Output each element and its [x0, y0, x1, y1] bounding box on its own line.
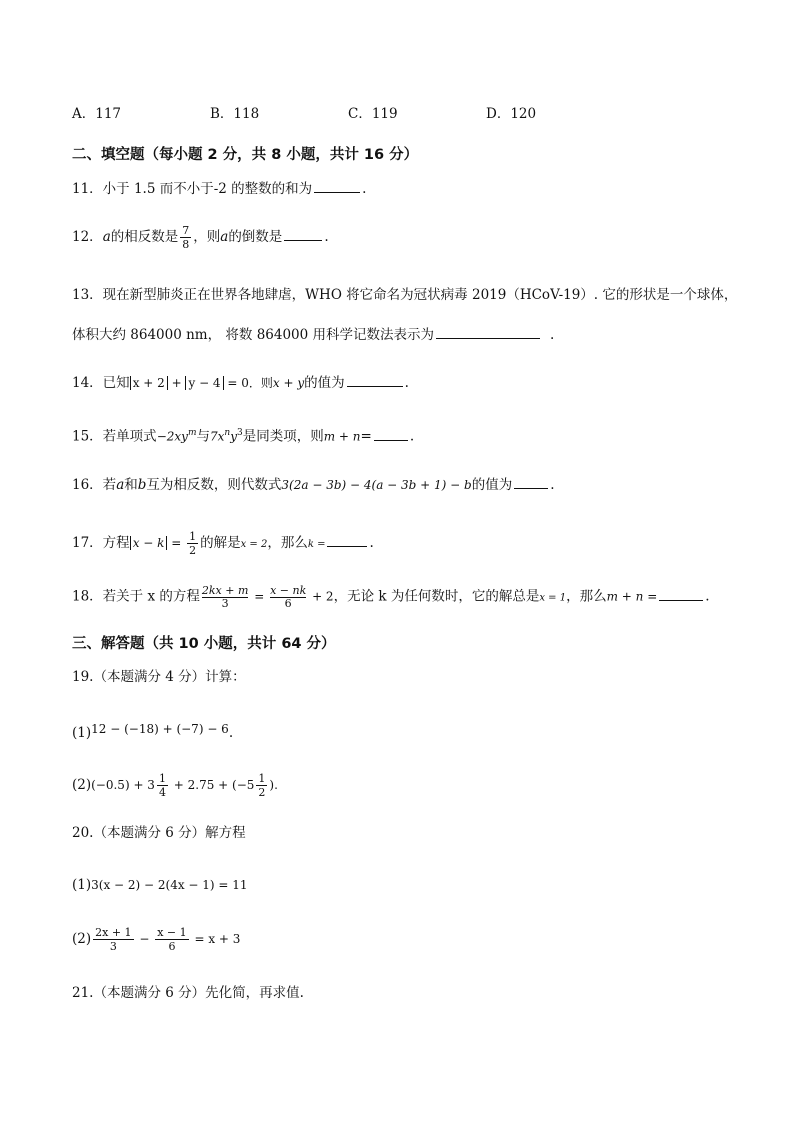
answer-blank [314, 178, 360, 193]
fraction-numerator: 1 [158, 772, 166, 785]
q12-var: a [102, 229, 111, 245]
option-a: A．117 [72, 106, 122, 122]
q15-exp-3: 3 [236, 428, 243, 438]
q19-expr2a: (−0.5) + 3 [91, 778, 155, 792]
q19-expr1: 12 − (−18) + (−7) − 6 [91, 722, 229, 736]
q19-part1-label: (1) [72, 725, 92, 741]
question-15 [72, 424, 414, 446]
question-21-head: 21.（本题满分 6 分）先化简，再求值. [72, 985, 304, 1001]
q18-post: ，那么 [566, 588, 607, 605]
question-18 [72, 584, 710, 610]
q15-var-y: y [230, 429, 237, 444]
q17-mid: 的解是 [200, 535, 241, 551]
q14-abs1: x + 2 [130, 376, 168, 390]
answer-blank [659, 586, 703, 601]
q14-abs2: y − 4 [185, 376, 223, 390]
q19-fraction1 [157, 772, 168, 799]
q12-end: . [324, 229, 329, 245]
question-20-part2 [72, 926, 240, 953]
q11-end: . [362, 181, 367, 197]
fraction-denominator: 2 [189, 544, 197, 557]
q16-expr: 3(2a − 3b) − 4(a − 3b + 1) − b [281, 478, 472, 492]
q20-part2-label: (2) [72, 931, 92, 947]
answer-blank [374, 426, 408, 441]
fraction-numerator: 2kx + m [201, 584, 249, 597]
question-17 [72, 530, 374, 557]
option-c: C．119 [348, 106, 398, 122]
q14-end: . [404, 375, 409, 391]
q17-eq: = [167, 536, 186, 550]
q18-fraction1 [202, 584, 249, 610]
q19-part2-label: (2) [72, 777, 92, 793]
q11-text: 11．小于 1.5 而不小于-2 的整数的和为 [72, 181, 313, 197]
q12-post: ，则 [193, 229, 221, 245]
q16-end: . [550, 477, 555, 493]
answer-blank [347, 372, 403, 387]
q20-fraction2 [155, 926, 188, 953]
q20-rhs: = x + 3 [190, 932, 241, 946]
q16-var-b: b [137, 477, 147, 493]
q17-post: ，那么 [267, 535, 308, 551]
q20-minus: − [135, 932, 154, 946]
q19-expr2c: ). [269, 778, 278, 792]
q16-pre: 16．若 [72, 477, 117, 493]
fraction-numerator: 1 [189, 530, 197, 543]
section3-title: 三、解答题（共 10 小题，共计 64 分） [72, 636, 336, 652]
q17-end: . [369, 535, 374, 551]
question-13-line1: 13．现在新型肺炎正在世界各地肆虐，WHO 将它命名为冠状病毒 2019（HCoV-19）. 它的形状是一个球体， [72, 287, 738, 303]
q14-eq: = 0．则 [223, 376, 273, 390]
q12-var2: a [220, 229, 229, 245]
question-19-head: 19.（本题满分 4 分）计算： [72, 669, 246, 685]
q13-line2-text: 体积大约 864000 nm， 将数 864000 用科学记数法表示为 [72, 327, 435, 343]
q17-solution: x = 2 [240, 539, 268, 550]
answer-blank [436, 324, 540, 339]
fraction-denominator: 4 [158, 786, 166, 799]
q19-fraction2 [256, 772, 267, 799]
q19-expr2b: + 2.75 + (−5 [169, 778, 255, 792]
q15-end: . [409, 428, 415, 445]
fraction-denominator: 3 [221, 597, 229, 610]
q16-var-a: a [116, 477, 125, 493]
question-20-part1 [72, 876, 248, 894]
option-d: D．120 [486, 106, 537, 122]
fraction-denominator: 6 [284, 597, 292, 610]
fraction-numerator: x − nk [270, 584, 307, 597]
question-13-line2 [72, 324, 554, 344]
question-11 [72, 178, 366, 198]
q18-end: . [705, 588, 710, 605]
q14-post: 的值为 [304, 375, 345, 391]
q18-pre: 18．若关于 x 的方程 [72, 588, 200, 605]
fraction-denominator: 8 [182, 238, 190, 251]
question-14 [72, 372, 409, 392]
fraction-denominator: 2 [258, 786, 266, 799]
q14-pre: 14．已知 [72, 375, 130, 391]
question-19-part2 [72, 772, 278, 799]
q19-expr1-end: . [228, 725, 234, 741]
q15-eq: = [360, 428, 372, 445]
question-20-head: 20.（本题满分 6 分）解方程 [72, 825, 246, 841]
q20-fraction1 [93, 926, 133, 953]
q20-part1-label: (1) [72, 877, 92, 893]
q14-plus: + [167, 376, 186, 390]
fraction-denominator: 3 [109, 940, 117, 953]
option-b: B．118 [210, 106, 260, 122]
q15-expr: m + n [323, 429, 361, 444]
q17-pre: 17．方程 [72, 535, 130, 551]
q16-mid: 互为相反数，则代数式 [146, 477, 282, 493]
q18-expr: m + n = [606, 589, 658, 604]
q17-fraction [187, 530, 198, 557]
q15-pre: 15．若单项式 [72, 428, 157, 445]
fraction-numerator: 2x + 1 [95, 926, 132, 939]
answer-blank [514, 474, 548, 489]
fraction-numerator: 1 [258, 772, 266, 785]
q17-abs: x − k [130, 536, 168, 550]
q20-expr1: 3(x − 2) − 2(4x − 1) = 11 [91, 878, 248, 892]
section2-title: 二、填空题（每小题 2 分，共 8 小题，共计 16 分） [72, 147, 419, 163]
question-12 [72, 224, 329, 251]
q18-eq: = [250, 589, 269, 604]
q15-exp-n: n [224, 428, 231, 438]
q15-monomial1: −2xy [156, 429, 188, 444]
q18-solution: x = 1 [539, 592, 567, 604]
q18-fraction2 [270, 584, 306, 610]
q15-monomial2: 7x [209, 429, 225, 444]
q12-pre: 12． [72, 229, 103, 245]
answer-blank [284, 226, 322, 241]
q18-mid: ，无论 k 为任何数时，它的解总是 [333, 588, 540, 605]
q16-post: 的值为 [471, 477, 513, 493]
q12-post2: 的倒数是 [228, 229, 283, 245]
q15-mid: 与 [196, 428, 210, 445]
q17-k: k = [307, 539, 326, 550]
fraction-numerator: x − 1 [157, 926, 187, 939]
fraction-denominator: 6 [168, 940, 176, 953]
question-16 [72, 474, 555, 494]
q14-expr: x + y [272, 376, 305, 390]
q15-exp-m: m [187, 428, 197, 438]
answer-blank [327, 532, 367, 547]
q16-and: 和 [124, 477, 138, 493]
fraction-numerator: 7 [182, 224, 190, 237]
q12-fraction [180, 224, 191, 251]
q13-end: . [550, 327, 555, 343]
q18-plus: + 2 [308, 589, 334, 604]
q12-mid: 的相反数是 [110, 229, 179, 245]
q15-post: 是同类项，则 [242, 428, 324, 445]
question-19-part1 [72, 720, 233, 742]
